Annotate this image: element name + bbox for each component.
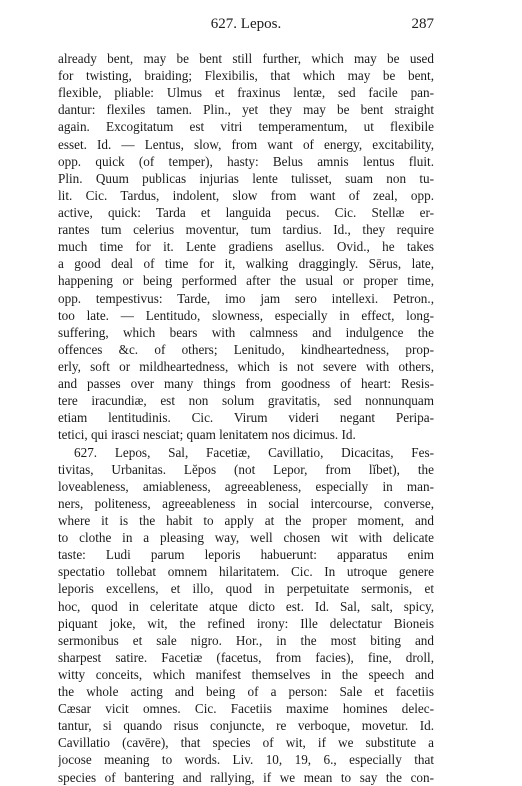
text-line: Cavillatio (cavēre), that species of wit, if we substitute a xyxy=(58,735,434,751)
text-line: hoc, quod in celeritate atque dicto est. Id. Sal, salt, spicy, xyxy=(58,598,434,614)
text-line: erly, soft or mildheartedness, which is not severe with others, xyxy=(58,358,434,374)
text-line: sermonibus et sale nigro. Hor., in the most biting and xyxy=(58,632,434,648)
text-line: a good deal of time for it, walking draggingly. Sērus, late, xyxy=(58,256,434,272)
text-line: opp. tempestivus: Tarde, imo jam sero intellexi. Petron., xyxy=(58,290,434,306)
text-line: suffering, which bears with calmness and indulgence the xyxy=(58,324,434,340)
text-line: ners, politeness, agreeableness in social intercourse, converse, xyxy=(58,495,434,511)
text-line: tere iracundiæ, est non solum gravitatis, sed nonnunquam xyxy=(58,393,434,409)
text-line: offences &c. of others; Lenitudo, kindheartedness, prop- xyxy=(58,341,434,357)
text-line: witty conceits, which manifest themselves in the speech and xyxy=(58,666,434,682)
body-text xyxy=(58,50,434,786)
text-line: the whole acting and being of a person: Sale et facetiis xyxy=(58,684,434,700)
page-number: 287 xyxy=(411,16,434,32)
text-line: spectatio tollebat omnem hilaritatem. Cic. In utroque genere xyxy=(58,564,434,580)
text-line: esset. Id. — Lentus, slow, from want of energy, excitability, xyxy=(58,136,434,152)
text-line: Cæsar vicit omnes. Cic. Facetiis maxime homines delec- xyxy=(58,701,434,717)
text-line: 627. Lepos, Sal, Facetiæ, Cavillatio, Dicacitas, Fes- xyxy=(74,444,434,460)
text-line: Plin. Quum publicas injurias lente tulisset, suam non tu- xyxy=(58,170,434,186)
text-line: opp. quick (of temper), hasty: Belus amnis lentus fluit. xyxy=(58,153,434,169)
text-line: tantur, si quando risus conjuncte, re verboque, movetur. Id. xyxy=(58,718,434,734)
text-line: flexible, pliable: Ulmus et fraxinus lentæ, sed facile pan- xyxy=(58,85,434,101)
text-line: piquant joke, wit, the refined irony: Ille delectatur Bioneis xyxy=(58,615,434,631)
text-line: active, quick: Tarda et languida pecus. Cic. Stellæ er- xyxy=(58,204,434,220)
text-line: rantes tum celerius moventur, tum tardius. Id., they require xyxy=(58,222,434,238)
text-line: loveableness, amiableness, agreeableness, especially in man- xyxy=(58,478,434,494)
text-line: leporis excellens, et illo, quod in perpetuitate sermonis, et xyxy=(58,581,434,597)
text-line: tivitas, Urbanitas. Lĕpos (not Lepor, from lĭbet), the xyxy=(58,461,434,477)
text-line: too late. — Lentitudo, slowness, especially in effect, long- xyxy=(58,307,434,323)
running-title: 627. Lepos. xyxy=(210,16,282,32)
text-line: etiam lentitudinis. Cic. Virum videri negant Peripa- xyxy=(58,410,434,426)
text-line: sharpest satire. Facetiæ (facetus, from facies), fine, droll, xyxy=(58,649,434,665)
text-line: lit. Cic. Tardus, indolent, slow from want of zeal, opp. xyxy=(58,187,434,203)
text-line: already bent, may be bent still further, which may be used xyxy=(58,51,434,66)
text-line: where it is the habit to apply at the proper moment, and xyxy=(58,512,434,528)
text-line: to clothe in a pleasing way, well chosen wit with delicate xyxy=(58,530,434,546)
text-line: and passes over many things from goodness of heart: Resis- xyxy=(58,376,434,392)
text-line: dantur: flexiles tamen. Plin., yet they may be bent straight xyxy=(58,102,434,118)
text-line: jocose meaning to words. Liv. 10, 19, 6., especially that xyxy=(58,752,434,768)
text-line: tetici, qui irasci nesciat; quam lenitatem nos dicimus. Id. xyxy=(58,427,356,443)
text-line: species of bantering and rallying, if we mean to say the con- xyxy=(58,769,434,785)
text-line: taste: Ludi parum leporis habuerunt: apparatus enim xyxy=(58,547,434,563)
text-line: happening or being performed after the usual or proper time, xyxy=(58,273,434,289)
text-line: for twisting, braiding; Flexibilis, that which may be bent, xyxy=(58,68,434,84)
running-header xyxy=(58,16,434,36)
text-line: again. Excogitatum est vitri temperamentum, ut flexibile xyxy=(58,119,434,135)
text-line: much time for it. Lente gradiens asellus. Ovid., he takes xyxy=(58,239,434,255)
